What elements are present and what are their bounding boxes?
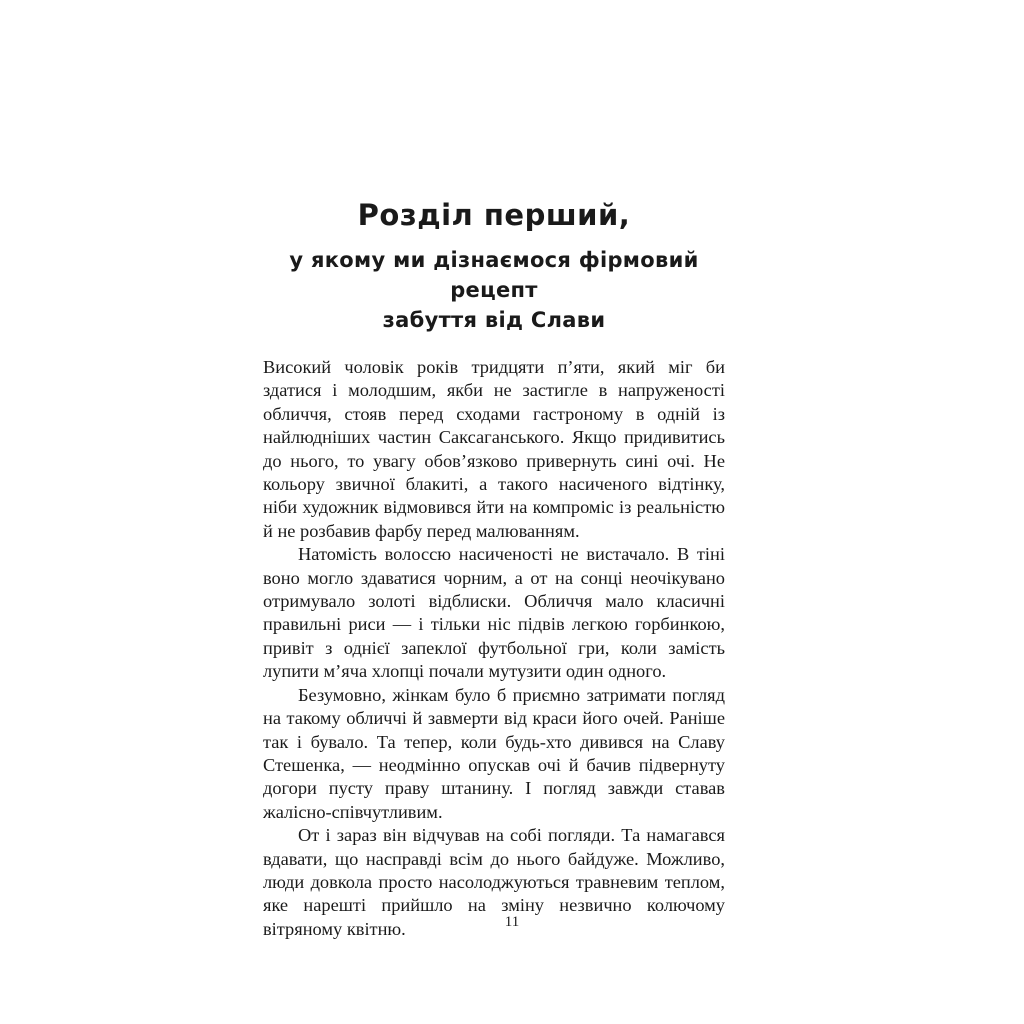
chapter-title: Розділ перший, — [357, 198, 631, 232]
paragraph-4: От і зараз він відчував на собі погляди. Та намагався вдавати, що насправді всім до нього байдуже. Можливо, люди довкола просто насолоджуються травневим теплом, яке нарешті прийшло на зміну незвично колючому вітряному квітню. — [263, 825, 725, 939]
chapter-body — [263, 356, 725, 941]
chapter-subtitle-line-2: забуття від Слави — [382, 308, 606, 332]
book-page — [263, 195, 725, 941]
paragraph-3: Безумовно, жінкам було б приємно затримати погляд на такому обличчі й завмерти від краси його очей. Раніше так і бувало. Та тепер, коли будь-хто дивився на Славу Стешенка, — неодмінно опускав очі й бачив підвернуту догори пусту праву штанину. І погляд завжди ставав жалісно-співчутливим. — [263, 684, 725, 822]
chapter-subtitle — [263, 245, 725, 335]
page-number: 11 — [504, 914, 520, 930]
chapter-subtitle-line-1: у якому ми дізнаємося фірмовий рецепт — [289, 248, 699, 302]
paragraph-2: Натомість волоссю насиченості не вистачало. В тіні воно могло здаватися чорним, а от на сонці неочікувано отримувало золоті відблиски. Обличчя мало класичні правильні риси — і тільки ніс підвів легкою горбинкою, привіт з однієї запеклої футбольної гри, коли замість лупити м’яча хлопці почали мутузити один одного. — [263, 544, 725, 682]
paragraph-1: Високий чоловік років тридцяти п’яти, який міг би здатися і молодшим, якби не застигле в напруженості обличчя, стояв перед сходами гастроному в одній із найлюдніших частин Саксаганського. Якщо придивитись до нього, то увагу обов’язково привернуть сині очі. Не кольору звичної блакиті, а такого насиченого відтінку, ніби художник відмовився йти на компроміс із реальністю й не розбавив фарбу перед малюванням. — [263, 357, 725, 541]
